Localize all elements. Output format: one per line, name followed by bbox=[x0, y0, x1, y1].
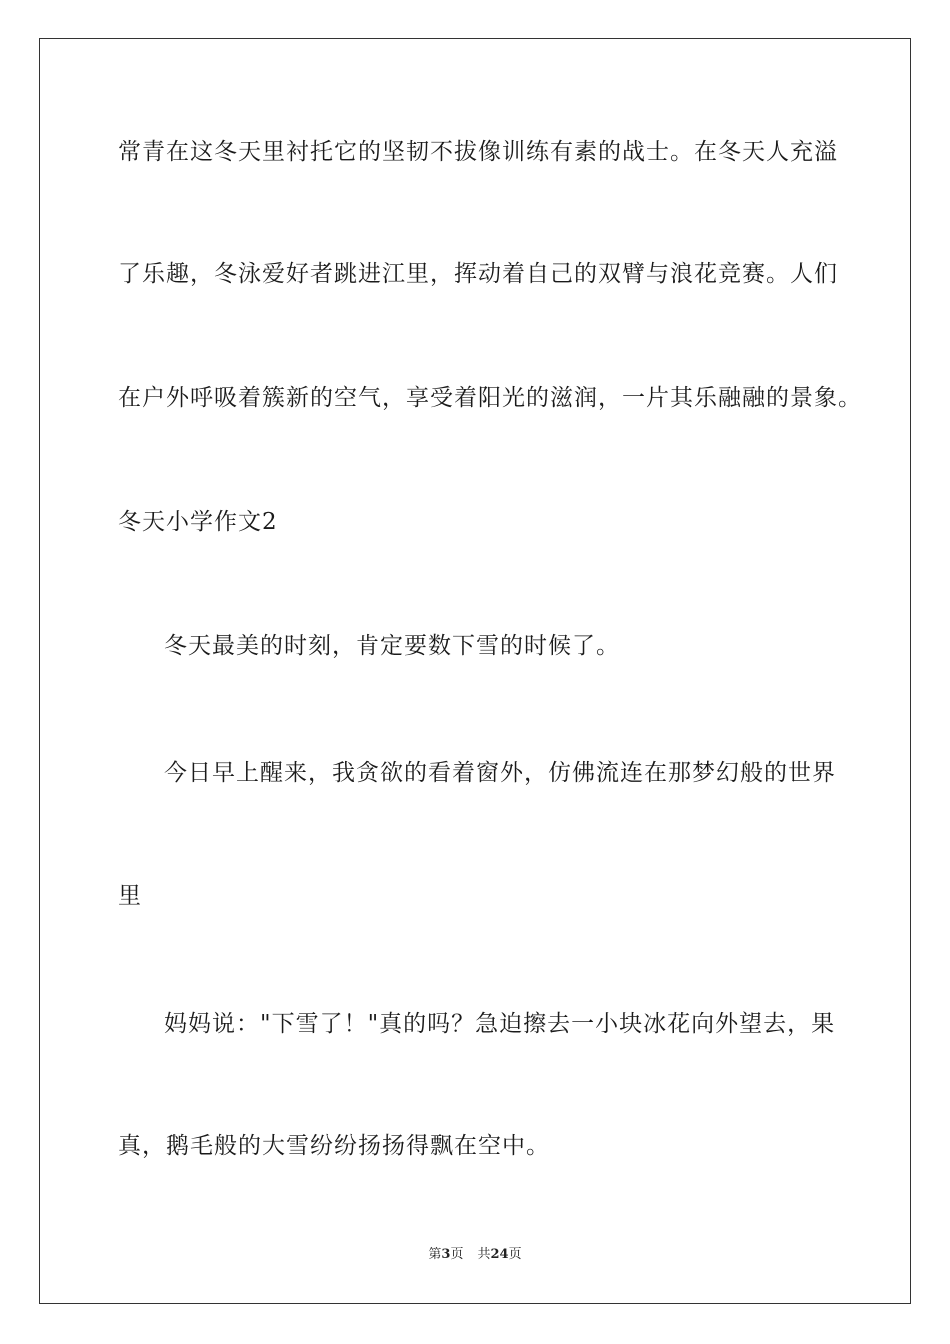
paragraph-line: 妈妈说："下雪了！"真的吗？急迫擦去一小块冰花向外望去，果 bbox=[164, 1011, 836, 1037]
body-text-line: 常青在这冬天里衬托它的坚韧不拔像训练有素的战士。在冬天人充溢 bbox=[118, 139, 838, 165]
footer-total-pages: 24 bbox=[490, 1247, 509, 1262]
page-footer bbox=[0, 1246, 950, 1264]
paragraph-line: 今日早上醒来，我贪欲的看着窗外，仿佛流连在那梦幻般的世界 bbox=[164, 760, 836, 786]
footer-total-prefix: 共 bbox=[477, 1247, 491, 1262]
footer-page-prefix: 第 bbox=[428, 1247, 442, 1262]
paragraph-line: 冬天最美的时刻，肯定要数下雪的时候了。 bbox=[164, 633, 620, 659]
footer-page-number: 3 bbox=[441, 1247, 451, 1262]
body-text-line: 在户外呼吸着簇新的空气，享受着阳光的滋润，一片其乐融融的景象。 bbox=[118, 385, 862, 411]
section-heading: 冬天小学作文2 bbox=[118, 509, 278, 535]
footer-page-suffix: 页 bbox=[450, 1247, 464, 1262]
page-border bbox=[39, 38, 911, 1304]
body-text-line: 了乐趣，冬泳爱好者跳进江里，挥动着自己的双臂与浪花竞赛。人们 bbox=[118, 261, 838, 287]
paragraph-continuation: 真，鹅毛般的大雪纷纷扬扬得飘在空中。 bbox=[118, 1133, 550, 1159]
footer-total-suffix: 页 bbox=[508, 1247, 522, 1262]
paragraph-continuation: 里 bbox=[118, 883, 142, 909]
